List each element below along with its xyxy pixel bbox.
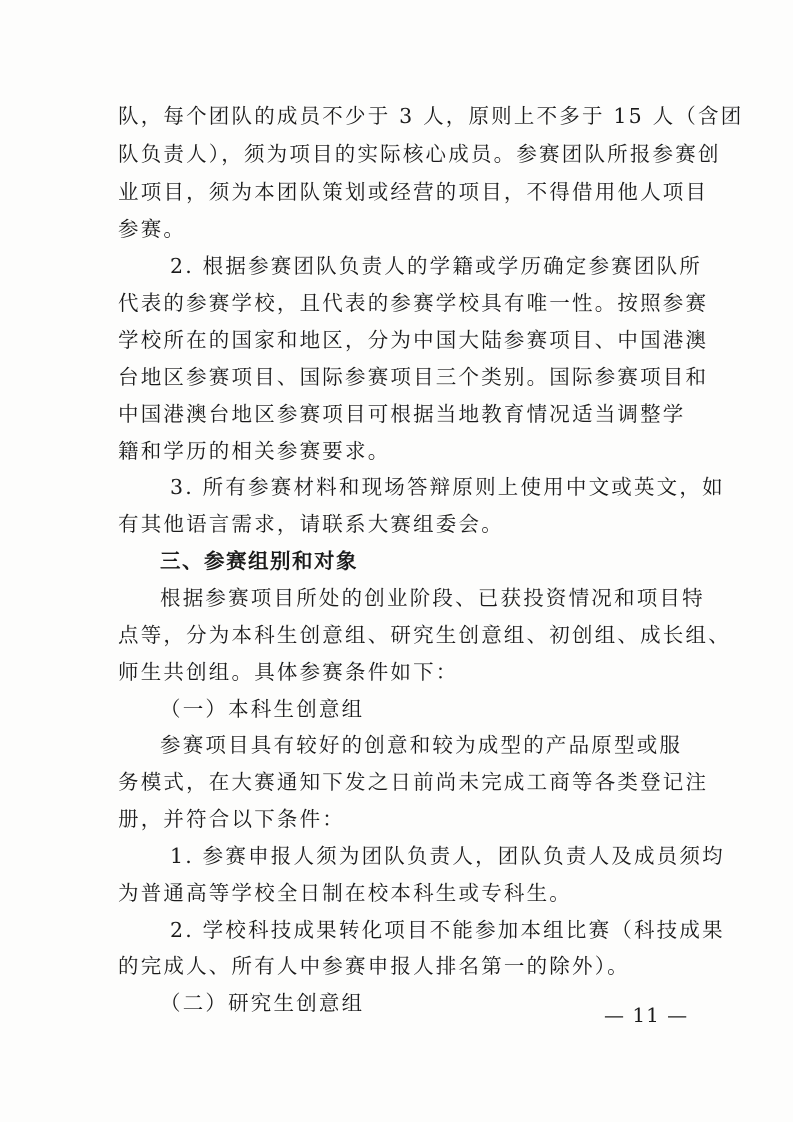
text-line: 学校所在的国家和地区，分为中国大陆参赛项目、中国港澳 — [118, 328, 709, 352]
text-line: 点等，分为本科生创意组、研究生创意组、初创组、成长组、 — [118, 623, 731, 647]
text-line: 的完成人、所有人中参赛申报人排名第一的除外）。 — [118, 954, 630, 978]
text-line: 台地区参赛项目、国际参赛项目三个类别。国际参赛项目和 — [118, 365, 709, 389]
text-line: 业项目，须为本团队策划或经营的项目，不得借用他人项目 — [118, 180, 709, 204]
text-line: 1. 参赛申报人须为团队负责人，团队负责人及成员须均 — [170, 844, 725, 868]
subsection-heading: （一）本科生创意组 — [160, 697, 365, 721]
text-line: 务模式，在大赛通知下发之日前尚未完成工商等各类登记注 — [118, 770, 709, 794]
text-line: 籍和学历的相关参赛要求。 — [118, 439, 391, 463]
text-line: 为普通高等学校全日制在校本科生或专科生。 — [118, 881, 572, 905]
text-line: 参赛项目具有较好的创意和较为成型的产品原型或服 — [160, 733, 683, 757]
text-line: 有其他语言需求，请联系大赛组委会。 — [118, 512, 504, 536]
text-line: 师生共创组。具体参赛条件如下： — [118, 660, 459, 684]
text-line: 中国港澳台地区参赛项目可根据当地教育情况适当调整学 — [118, 402, 686, 426]
text-line: 2. 根据参赛团队负责人的学籍或学历确定参赛团队所 — [170, 254, 703, 278]
text-line: 队负责人），须为项目的实际核心成员。参赛团队所报参赛创 — [118, 142, 721, 166]
subsection-heading: （二）研究生创意组 — [160, 991, 365, 1015]
text-line: 册，并符合以下条件： — [118, 807, 345, 831]
section-heading: 三、参赛组别和对象 — [160, 549, 358, 573]
text-line: 2. 学校科技成果转化项目不能参加本组比赛（科技成果 — [170, 918, 725, 942]
page-number: — 11 — — [604, 1003, 689, 1027]
text-line: 根据参赛项目所处的创业阶段、已获投资情况和项目特 — [160, 586, 705, 610]
text-line: 参赛。 — [118, 217, 187, 241]
text-line: 代表的参赛学校，且代表的参赛学校具有唯一性。按照参赛 — [118, 291, 709, 315]
text-line: 3. 所有参赛材料和现场答辩原则上使用中文或英文，如 — [170, 475, 725, 499]
text-line: 队，每个团队的成员不少于 3 人，原则上不多于 15 人（含团 — [118, 104, 744, 128]
